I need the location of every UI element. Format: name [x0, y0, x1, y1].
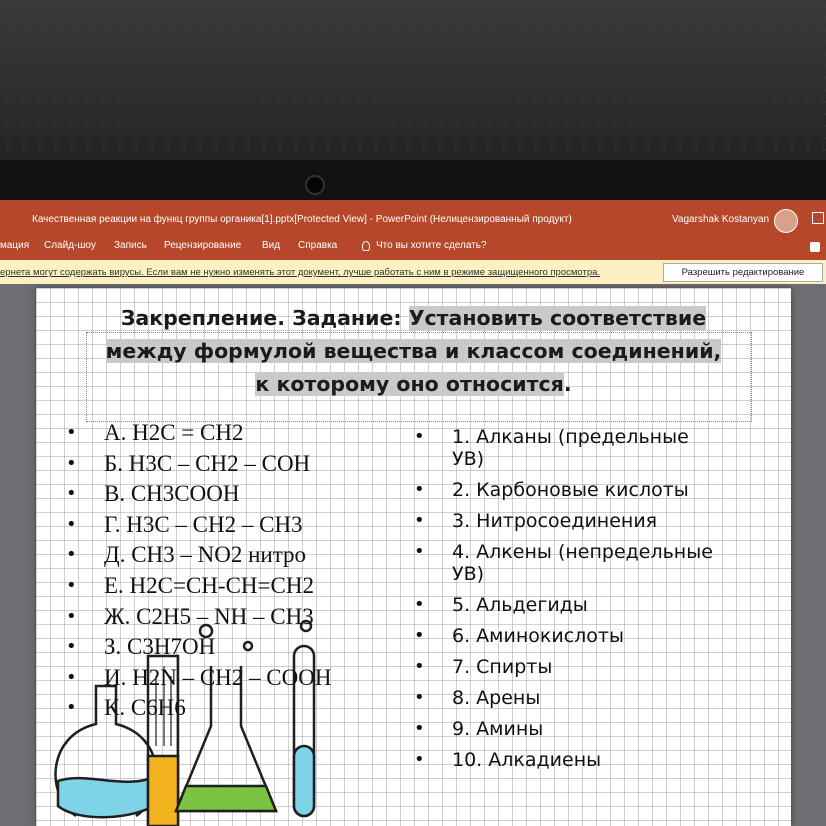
tell-me-search[interactable] [362, 240, 487, 251]
class-list [414, 426, 722, 780]
tab-review[interactable]: Рецензирование [164, 240, 242, 251]
formula-item: • Ж. С2Н5 – NН – СН3 [66, 602, 331, 633]
tell-me-label: Что вы хотите сделать? [376, 240, 487, 251]
class-item: • 8. Арены [414, 687, 722, 709]
slide-title [36, 302, 791, 401]
title-line-2: между формулой вещества и классом соединений, [105, 339, 722, 363]
formula-item: • И. Н2N – СН2 – СООН [66, 663, 331, 694]
title-bar [0, 200, 826, 234]
lightbulb-icon [362, 241, 370, 251]
bezel-texture [0, 0, 826, 165]
class-item: • 9. Амины [414, 718, 722, 740]
formula-item: • А. Н2С = СН2 [66, 418, 331, 449]
formula-item: • Е. Н2С=СН-СН=СН2 [66, 571, 331, 602]
comments-icon[interactable] [810, 242, 820, 252]
formula-item: • Д. СН3 – NO2 нитро [66, 540, 331, 571]
ribbon-tabs [0, 234, 826, 260]
protected-view-message: ернета могут содержать вирусы. Если вам не нужно изменять этот документ, лучше работать с ним в режиме защищенного просмотра. [0, 267, 601, 278]
class-item: • 6. Аминокислоты [414, 625, 722, 647]
formula-item: • В. СН3СООН [66, 479, 331, 510]
enable-editing-button[interactable]: Разрешить редактирование [663, 263, 823, 282]
formula-list [66, 418, 331, 724]
class-item: • 7. Спирты [414, 656, 722, 678]
protected-view-bar [0, 260, 826, 285]
tab-animations[interactable]: мация [0, 240, 30, 251]
class-item: • 3. Нитросоединения [414, 510, 722, 532]
user-name[interactable]: Vagarshak Kostanyan [672, 214, 770, 225]
tab-view[interactable]: Вид [262, 240, 281, 251]
class-item: • 2. Карбоновые кислоты [414, 479, 722, 501]
tab-slideshow[interactable]: Слайд-шоу [44, 240, 96, 251]
tab-record[interactable]: Запись [114, 240, 147, 251]
title-line-1: Установить соответствие [408, 306, 707, 330]
formula-item: • Г. Н3С – СН2 – СН3 [66, 510, 331, 541]
class-item: • 1. Алканы (предельные УВ) [414, 426, 722, 470]
title-prefix: Закрепление. Задание: [120, 306, 409, 330]
window-title: Качественная реакции на функц группы органика[1].pptx[Protected View] - PowerPoint (Нелицензированный продукт) [32, 214, 572, 225]
formula-item: • К. С6Н6 [66, 693, 331, 724]
restore-window-icon[interactable] [812, 212, 824, 224]
user-avatar[interactable] [774, 209, 798, 233]
title-end: . [563, 372, 572, 396]
class-item: • 4. Алкены (непредельные УВ) [414, 541, 722, 585]
formula-item: • Б. Н3С – СН2 – СОН [66, 449, 331, 480]
screen-top-edge [0, 160, 826, 200]
formula-item: • З. С3Н7ОН [66, 632, 331, 663]
webcam [305, 175, 325, 195]
slide-canvas[interactable] [36, 288, 791, 826]
tab-help[interactable]: Справка [298, 240, 338, 251]
class-item: • 5. Альдегиды [414, 594, 722, 616]
class-item: • 10. Алкадиены [414, 749, 722, 771]
title-line-3: к которому оно относится [255, 372, 564, 396]
laptop-bezel [0, 0, 826, 200]
